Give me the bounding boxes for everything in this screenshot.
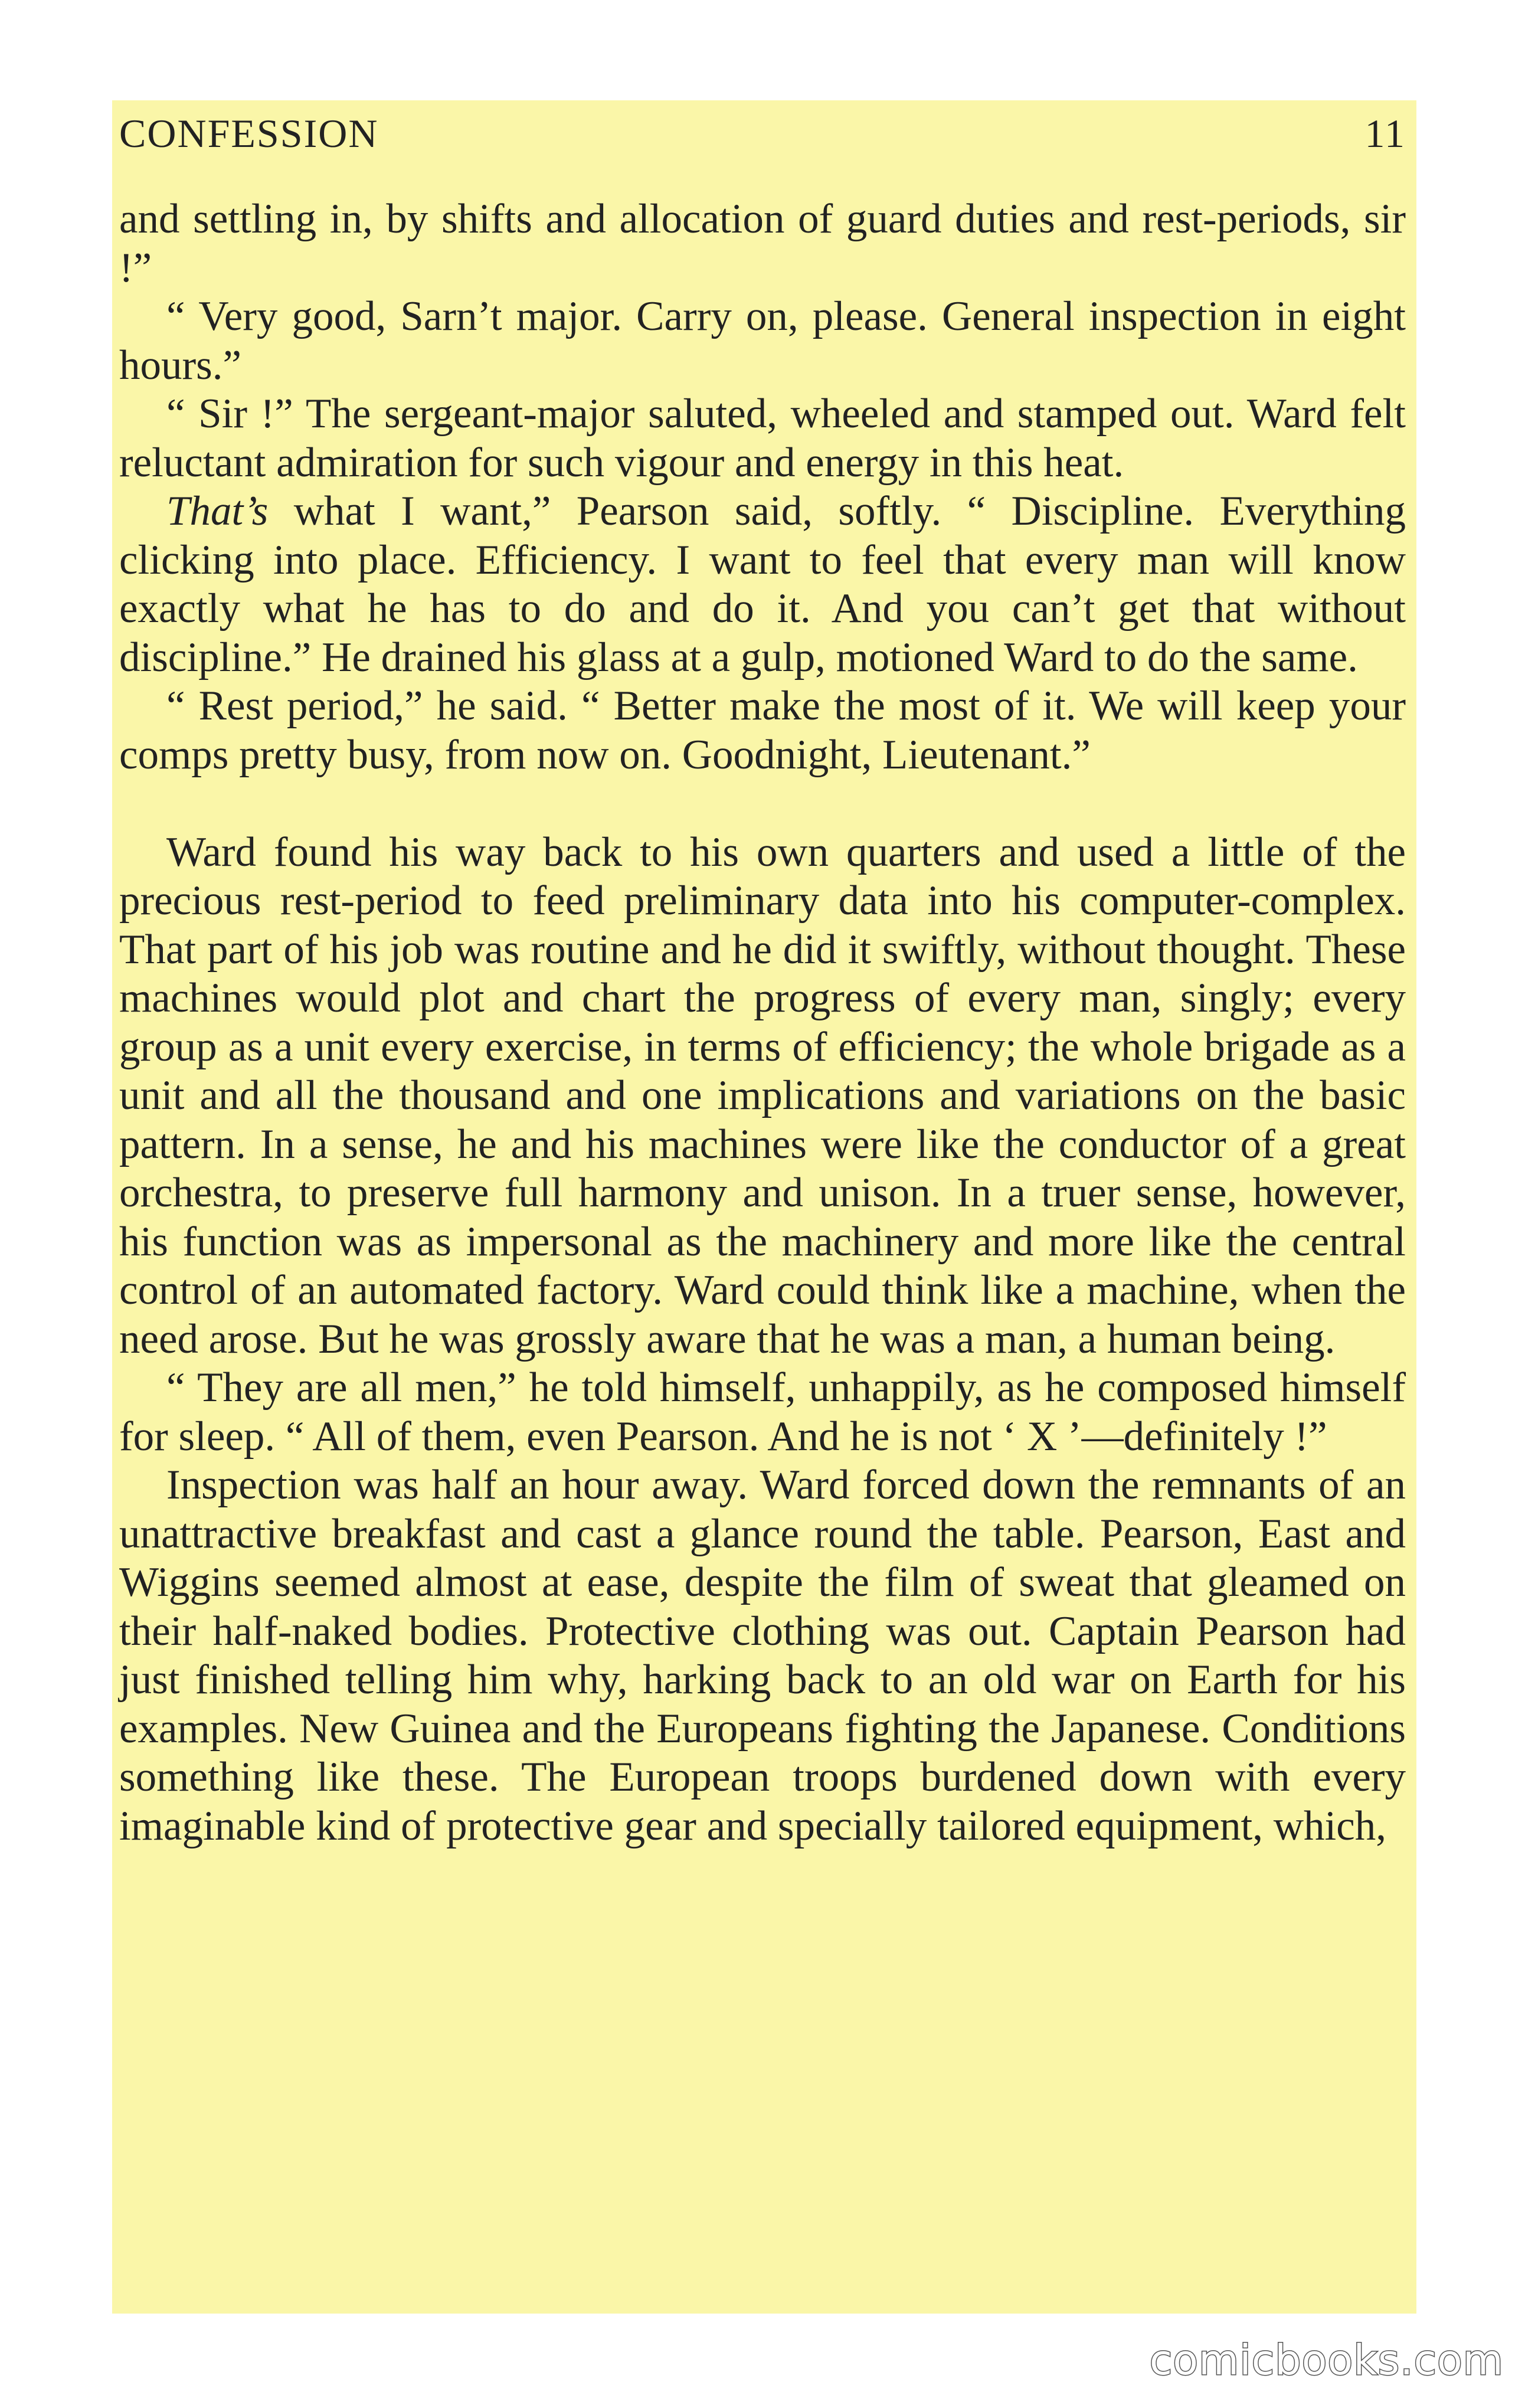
paragraph-text: what I want,” Pearson said, softly. “ Discipline. Everything clicking into place. Efficiency. I want to feel that every man will know exactly what he has to do and do it. And you can’t get that without discipline.” He drained his glass at a gulp, motioned Ward to do the same. xyxy=(119,488,1406,680)
paragraph xyxy=(119,487,1406,682)
running-title: CONFESSION xyxy=(119,111,379,156)
running-head xyxy=(119,105,1406,162)
paragraph: “ Very good, Sarn’t major. Carry on, please. General inspection in eight hours.” xyxy=(119,293,1406,388)
paragraph: “ Sir !” The sergeant-major saluted, wheeled and stamped out. Ward felt reluctant admiration for such vigour and energy in this heat. xyxy=(119,391,1406,486)
book-page xyxy=(112,100,1416,2314)
body-text xyxy=(119,195,1406,1850)
page-number: 11 xyxy=(1364,111,1406,156)
paragraph: and settling in, by shifts and allocation of guard duties and rest-periods, sir !” xyxy=(119,196,1406,291)
emphasis-text: That’s xyxy=(166,488,269,534)
paragraph: Ward found his way back to his own quarters and used a little of the precious rest-period to feed preliminary data into his computer-complex. That part of his job was routine and he did it swiftly, without thought. These machines would plot and chart the progress of every man, singly; every group as a unit every exercise, in terms of efficiency; the whole brigade as a unit and all the thousand and one implications and variations on the basic pattern. In a sense, he and his machines were like the conductor of a great orchestra, to preserve full harmony and unison. In a truer sense, however, his function was as impersonal as the machinery and more like the central control of an automated factory. Ward could think like a machine, when the need arose. But he was grossly aware that he was a man, a human being. xyxy=(119,829,1406,1362)
watermark: comicbooks.com xyxy=(1149,2336,1504,2384)
paragraph: “ They are all men,” he told himself, unhappily, as he composed himself for sleep. “ All of them, even Pearson. And he is not ‘ X ’—definitely !” xyxy=(119,1365,1406,1460)
paragraph: “ Rest period,” he said. “ Better make the most of it. We will keep your comps pretty busy, from now on. Goodnight, Lieutenant.” xyxy=(119,683,1406,778)
paragraph: Inspection was half an hour away. Ward forced down the remnants of an unattractive breakfast and cast a glance round the table. Pearson, East and Wiggins seemed almost at ease, despite the film of sweat that gleamed on their half-naked bodies. Protective clothing was out. Captain Pearson had just finished telling him why, harking back to an old war on Earth for his examples. New Guinea and the Europeans fighting the Japanese. Conditions something like these. The European troops burdened down with every imaginable kind of protective gear and specially tailored equipment, which, xyxy=(119,1462,1406,1849)
